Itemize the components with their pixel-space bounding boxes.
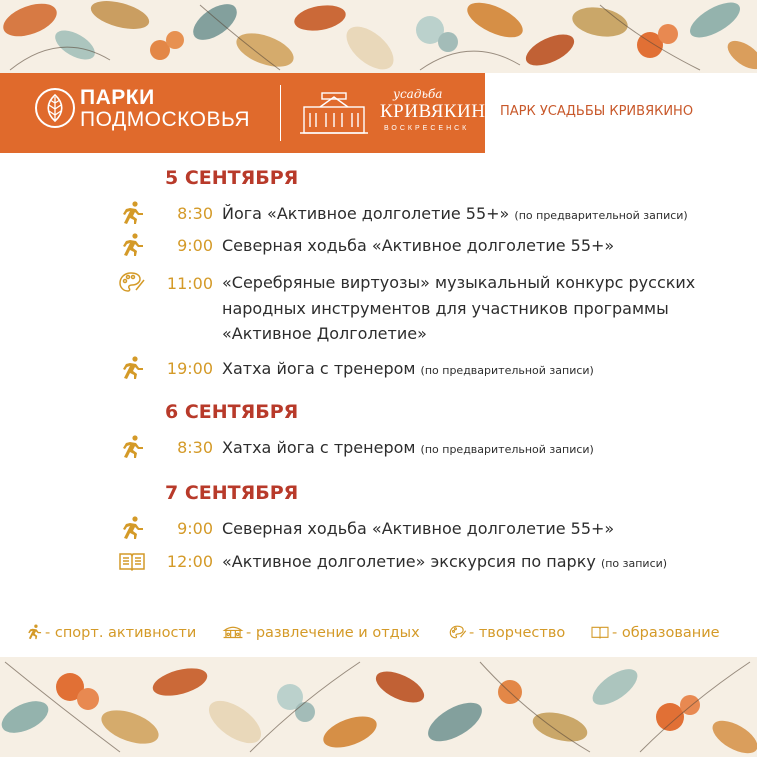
event-title: [222, 438, 594, 457]
event-title: Северная ходьба «Активное долголетие 55+»: [222, 236, 615, 255]
sport-icon: [25, 624, 43, 640]
floral-bottom-decoration: [0, 657, 757, 757]
event-title-text: «Активное долголетие» экскурсия по парку: [222, 552, 596, 571]
event-time: 11:00: [166, 274, 213, 293]
event-title-line: «Серебряные виртуозы» музыкальный конкурс русских: [222, 273, 696, 292]
event-title-line: народных инструментов для участников программы: [222, 298, 669, 318]
event-title-text: Хатха йога с тренером: [222, 438, 416, 457]
event-title-text: Йога «Активное долголетие 55+»: [222, 204, 510, 223]
event-title-text: Хатха йога с тренером: [222, 359, 416, 378]
event-note: (по записи): [600, 557, 668, 570]
estate-city: ВОСКРЕСЕНСК: [384, 125, 470, 132]
event-title-line: «Активное Долголетие»: [222, 324, 427, 343]
book-icon: [118, 549, 146, 573]
day-heading-2: 6 СЕНТЯБРЯ: [165, 401, 299, 423]
sport-icon: [118, 516, 146, 540]
sport-icon: [118, 435, 146, 459]
header-banner: [0, 73, 757, 153]
legend-label: - развлечение и отдых: [246, 625, 420, 641]
carousel-icon: [222, 624, 244, 640]
legend-label: - спорт. активности: [45, 625, 197, 641]
legend-item-sport: [25, 624, 196, 641]
estate-script: усадьба: [393, 87, 443, 101]
estate-name: КРИВЯКИНО: [380, 101, 500, 122]
manor-house-icon: [298, 89, 370, 135]
event-time: 19:00: [166, 359, 213, 378]
event-note: (по предварительной записи): [514, 209, 688, 222]
book-icon: [590, 624, 610, 640]
brand-line2: ПОДМОСКОВЬЯ: [80, 108, 251, 131]
event-note: (по предварительной записи): [420, 364, 594, 377]
floral-top-decoration: [0, 0, 757, 73]
event-time: 9:00: [177, 236, 213, 255]
event-time: 9:00: [177, 519, 213, 538]
palette-icon: [118, 270, 146, 294]
legend-item-education: [590, 624, 720, 641]
legend-label: - образование: [612, 625, 720, 641]
park-name: ПАРК УСАДЬБЫ КРИВЯКИНО: [500, 104, 694, 119]
event-time: 8:30: [177, 438, 213, 457]
event-title: [222, 359, 594, 378]
legend-item-leisure: [222, 624, 420, 641]
leaf-logo-icon: [34, 87, 76, 129]
palette-icon: [449, 624, 467, 640]
event-title: Северная ходьба «Активное долголетие 55+»: [222, 519, 615, 538]
event-title: [222, 204, 688, 223]
sport-icon: [118, 356, 146, 380]
day-heading-3: 7 СЕНТЯБРЯ: [165, 482, 299, 504]
event-title-multiline: [222, 270, 695, 347]
sport-icon: [118, 233, 146, 257]
legend: [0, 624, 757, 648]
event-time: 12:00: [166, 552, 213, 571]
brand-line1: ПАРКИ: [80, 86, 155, 109]
day-heading-1: 5 СЕНТЯБРЯ: [165, 167, 299, 189]
sport-icon: [118, 201, 146, 225]
event-note: (по предварительной записи): [420, 443, 594, 456]
brand-name: [80, 87, 250, 131]
event-title: [222, 552, 667, 571]
brand-block: [0, 73, 500, 153]
legend-label: - творчество: [469, 625, 566, 641]
legend-item-creative: [449, 624, 565, 641]
event-time: 8:30: [177, 204, 213, 223]
banner-divider: [280, 85, 281, 141]
